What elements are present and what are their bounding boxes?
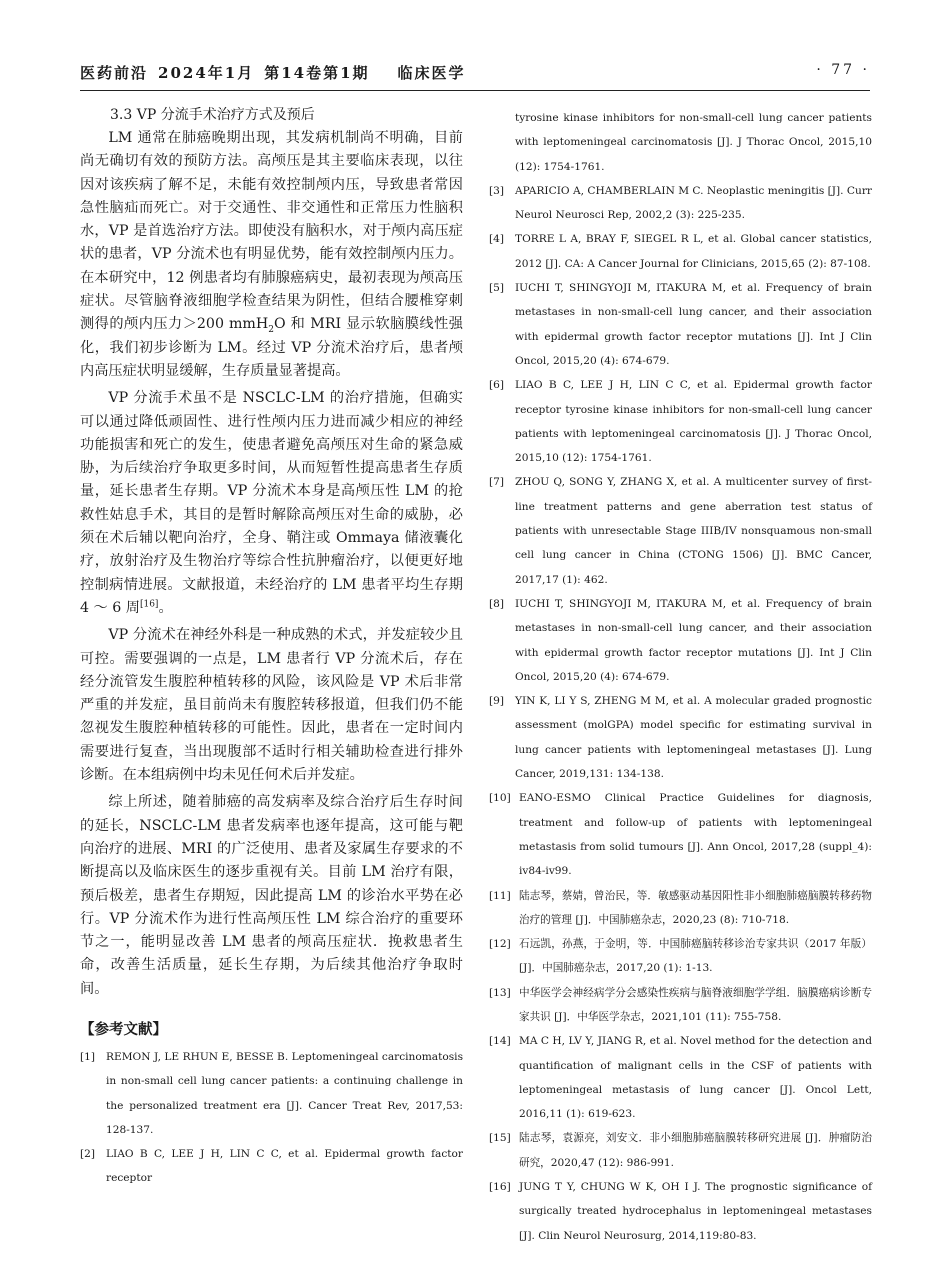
right-column <box>489 106 872 1248</box>
reference-text: REMON J, LE RHUN E, BESSE B. Leptomeningeal carcinomatosis in non-small cell lung cancer patients: a continuing challenge in the personalized treatment era [J]. Cancer Treat Rev, 2017,53: 128-137. <box>106 1050 463 1136</box>
reference-text: MA C H, LV Y, JIANG R, et al. Novel method for the detection and quantification of malignant cells in the CSF of patients with leptomeningeal metastasis of lung cancer [J]. Oncol Lett, 2016,11 (1): 619-623. <box>519 1035 872 1121</box>
paragraph-3: VP 分流术在神经外科是一种成熟的术式，并发症较少且可控。需要强调的一点是，LM 患者行 VP 分流术后，存在经分流管发生腹腔种植转移的风险，该风险是 VP 术后非常严重的并发症，虽目前尚未有腹腔转移报道，但我们仍不能忽视发生腹腔种植转移的可能性。因此，患者在一定时间内需要进行复查，当出现腹部不适时行相关辅助检查进行排外诊断。在本组病例中均未见任何术后并发症。 <box>80 627 463 784</box>
paragraph-2-end: 。 <box>158 599 173 616</box>
reference-number: [1] <box>80 1050 96 1063</box>
reference-number: [2] <box>80 1148 96 1161</box>
reference-text: YIN K, LI Y S, ZHENG M M, et al. A molecular graded prognostic assessment (molGPA) model specific for estimating survival in lung cancer patients with leptomeningeal metastases [J]. Lung Cancer, 2019,131: 134-138. <box>515 695 872 781</box>
reference-text: JUNG T Y, CHUNG W K, OH I J. The prognostic significance of surgically treated hydrocephalus in leptomeningeal metastases [J]. Clin Neurol Neurosurg, 2014,119:80-83. <box>519 1181 872 1242</box>
paragraph-1-tail: O 和 MRI 显示软脑膜线性强化，我们初步诊断为 LM。经过 VP 分流术治疗后，患者颅内高压症状明显缓解，生存质量显著提高。 <box>80 316 463 379</box>
reference-text: 石远凯，孙燕，于金明，等．中国肺癌脑转移诊治专家共识（2017 年版）[J]．中国肺癌杂志，2017,20 (1): 1-13. <box>519 938 872 975</box>
reference-text: IUCHI T, SHINGYOJI M, ITAKURA M, et al. Frequency of brain metastases in non-small-cell lung cancer, and their association with epidermal growth factor receptor mutations [J]. Int J Clin Oncol, 2015,20 (4): 674-679. <box>515 597 872 683</box>
left-column <box>80 104 463 1191</box>
journal-name: 医药前沿 <box>80 64 149 82</box>
reference-text: 陆志琴，袁源亮，刘安文．非小细胞肺癌脑膜转移研究进展 [J]．肿瘤防治研究，2020,47 (12): 986-991. <box>519 1132 872 1169</box>
reference-text: LIAO B C, LEE J H, LIN C C, et al. Epidermal growth factor receptor tyrosine kinase inhibitors for non-small-cell lung cancer patients with leptomeningeal carcinomatosis [J]. J Thorac Oncol, 2015,10 (12): 1754-1761. <box>515 379 872 465</box>
reference-item <box>489 932 872 981</box>
reference-text: 陆志琴，蔡婧，曾治民，等．敏感驱动基因阳性非小细胞肺癌脑膜转移药物治疗的管理 [J]．中国肺癌杂志，2020,23 (8): 710-718. <box>519 889 872 926</box>
reference-item <box>489 470 872 591</box>
reference-item <box>489 179 872 228</box>
page-number: · 77 · <box>816 62 870 78</box>
header-info <box>80 62 476 83</box>
paragraph-2-text: VP 分流手术虽不是 NSCLC-LM 的治疗措施，但确实可以通过降低顽固性、进行性颅内压力进而减少相应的神经功能损害和死亡的发生，使患者避免高颅压对生命的紧急威胁，为后续治疗争取更多时间，从而短暂性提高患者生存质量，延长患者生存期。VP 分流术本身是高颅压性 LM 的抢救性姑息手术，其目的是暂时解除高颅压对生命的威胁，必须在术后辅以靶向治疗，全身、鞘注或 Ommaya 储液囊化疗，放射治疗及生物治疗等综合性抗肿瘤治疗，以便更好地控制病情进展。文献报道，未经治疗的 LM 患者平均生存期 4 ～ 6 周 <box>80 390 463 616</box>
reference-text: IUCHI T, SHINGYOJI M, ITAKURA M, et al. Frequency of brain metastases in non-small-cell lung cancer, and their association with epidermal growth factor receptor mutations [J]. Int J Clin Oncol, 2015,20 (4): 674-679. <box>515 282 872 367</box>
reference-item <box>489 981 872 1030</box>
subscript-2: 2 <box>268 325 274 336</box>
reference-number: [4] <box>489 233 505 246</box>
reference-item <box>80 1142 463 1191</box>
volume-issue: 第14卷第1期 <box>264 64 370 82</box>
reference-text: EANO-ESMO Clinical Practice Guidelines for diagnosis, treatment and follow-up of patients with leptomeningeal metastasis from solid tumours [J]. Ann Oncol, 2017,28 (suppl_4): iv84-iv99. <box>519 792 872 878</box>
references-title: 【参考文献】 <box>80 1020 167 1038</box>
reference-text: tyrosine kinase inhibitors for non-small-cell lung cancer patients with leptomeningeal carcinomatosis [J]. J Thorac Oncol, 2015,10 (12): 1754-1761. <box>515 112 872 173</box>
reference-item <box>489 1175 872 1248</box>
paragraph-2 <box>80 387 463 620</box>
reference-item <box>489 884 872 933</box>
reference-item <box>489 276 872 373</box>
reference-text: LIAO B C, LEE J H, LIN C C, et al. Epidermal growth factor receptor <box>106 1148 463 1185</box>
reference-number: [14] <box>489 1035 511 1048</box>
reference-number: [5] <box>489 282 505 295</box>
reference-list-right <box>489 106 872 1248</box>
reference-item <box>80 1045 463 1142</box>
reference-number: [3] <box>489 184 505 197</box>
reference-number: [6] <box>489 379 505 392</box>
citation-16[interactable]: [16] <box>139 599 159 610</box>
reference-text: 中华医学会神经病学分会感染性疾病与脑脊液细胞学学组．脑膜癌病诊断专家共识 [J]．中华医学杂志，2021,101 (11): 755-758. <box>519 986 872 1023</box>
reference-item <box>489 1126 872 1175</box>
reference-item <box>489 592 872 689</box>
reference-number: [9] <box>489 695 505 708</box>
reference-item <box>489 786 872 883</box>
reference-continuation <box>489 106 872 179</box>
reference-number: [15] <box>489 1132 511 1145</box>
issue-date: 2024年1月 <box>158 64 255 82</box>
paragraph-1 <box>80 127 463 383</box>
reference-text: APARICIO A, CHAMBERLAIN M C. Neoplastic meningitis [J]. Curr Neurol Neurosci Rep, 2002,2 (3): 225-235. <box>515 184 872 222</box>
reference-item <box>489 373 872 470</box>
reference-number: [8] <box>489 597 505 610</box>
section-heading: 3.3 VP 分流手术治疗方式及预后 <box>110 107 315 123</box>
reference-number: [7] <box>489 476 505 489</box>
reference-text: ZHOU Q, SONG Y, ZHANG X, et al. A multicenter survey of first-line treatment patterns and gene aberration test status of patients with unresectable Stage IIIB/IV nonsquamous non-small cell lung cancer in China (CTONG 1506) [J]. BMC Cancer, 2017,17 (1): 462. <box>515 476 872 586</box>
reference-item <box>489 227 872 276</box>
header-divider <box>80 90 870 91</box>
reference-number: [10] <box>489 792 511 805</box>
section-name: 临床医学 <box>397 64 466 82</box>
paragraph-1-text: LM 通常在肺癌晚期出现，其发病机制尚不明确，目前尚无确切有效的预防方法。高颅压是其主要临床表现，以往因对该疾病了解不足，未能有效控制颅内压，导致患者常因急性脑疝而死亡。对于交通性、非交通性和正常压力性脑积水，VP 是首选治疗方法。即使没有脑积水，对于颅内高压症状的患者，VP 分流术也有明显优势，能有效控制颅内压力。在本研究中，12 例患者均有肺腺癌病史，最初表现为颅高压症状。尽管脑脊液细胞学检查结果为阴性，但结合腰椎穿刺测得的颅内压力＞200 mmH <box>80 130 463 333</box>
reference-text: TORRE L A, BRAY F, SIEGEL R L, et al. Global cancer statistics, 2012 [J]. CA: A Cancer Journal for Clinicians, 2015,65 (2): 87-108. <box>515 233 872 270</box>
reference-number: [11] <box>489 889 511 902</box>
paragraph-4: 综上所述，随着肺癌的高发病率及综合治疗后生存时间的延长，NSCLC-LM 患者发病率也逐年提高，这可能与靶向治疗的进展、MRI 的广泛使用、患者及家属生存要求的不断提高以及临床医生的逐步重视有关。目前 LM 治疗有限，预后极差，患者生存期短，因此提高 LM 的诊治水平势在必行。VP 分流术作为进行性高颅压性 LM 综合治疗的重要环节之一，能明显改善 LM 患者的颅高压症状．挽救患者生命，改善生活质量，延长生存期，为后续其他治疗争取时间。 <box>80 794 463 997</box>
reference-item <box>489 689 872 786</box>
reference-number: [12] <box>489 938 511 951</box>
reference-item <box>489 1029 872 1126</box>
reference-list-left <box>80 1045 463 1191</box>
running-header <box>80 60 870 88</box>
reference-number: [13] <box>489 986 511 999</box>
reference-number: [16] <box>489 1181 511 1194</box>
